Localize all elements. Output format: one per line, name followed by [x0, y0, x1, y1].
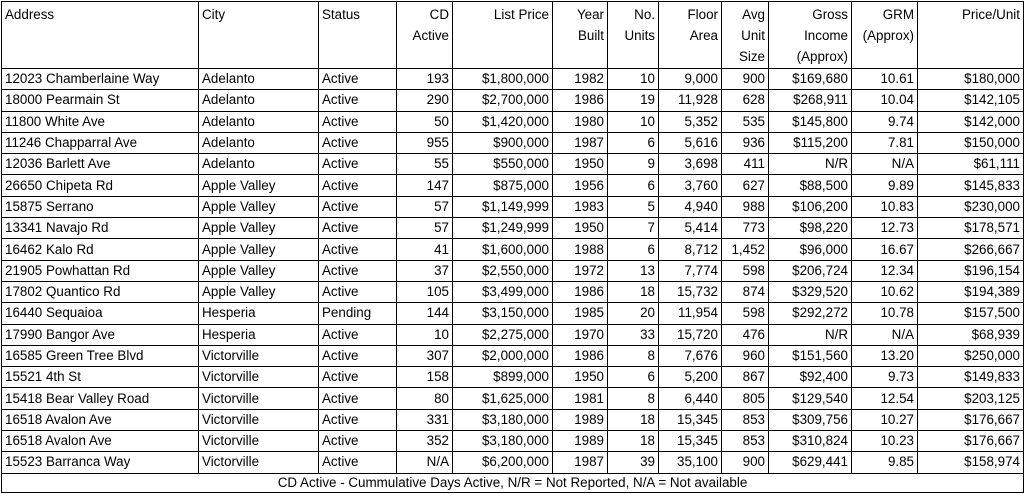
- cell-city: Hesperia: [199, 324, 319, 345]
- column-header-grm: GRM (Approx): [852, 2, 918, 69]
- cell-list-price: $1,625,000: [453, 388, 553, 409]
- cell-floor-area: 15,720: [659, 324, 722, 345]
- cell-avg-unit-size: 598: [722, 303, 769, 324]
- cell-avg-unit-size: 411: [722, 154, 769, 175]
- cell-avg-unit-size: 773: [722, 218, 769, 239]
- cell-floor-area: 5,414: [659, 218, 722, 239]
- cell-no-units: 18: [608, 431, 659, 452]
- cell-year-built: 1986: [553, 90, 608, 111]
- table-row: [2, 260, 1024, 281]
- cell-cd-active: 144: [397, 303, 453, 324]
- cell-cd-active: 57: [397, 218, 453, 239]
- cell-grm: 9.85: [852, 452, 918, 473]
- cell-no-units: 6: [608, 132, 659, 153]
- cell-price-unit: $157,500: [918, 303, 1024, 324]
- cell-price-unit: $158,974: [918, 452, 1024, 473]
- cell-cd-active: 50: [397, 111, 453, 132]
- cell-year-built: 1987: [553, 132, 608, 153]
- cell-price-unit: $203,125: [918, 388, 1024, 409]
- cell-gross-income: $169,680: [769, 69, 852, 90]
- cell-address: 15875 Serrano: [2, 196, 199, 217]
- column-header-city: City: [199, 2, 319, 69]
- cell-grm: N/A: [852, 154, 918, 175]
- cell-gross-income: $145,800: [769, 111, 852, 132]
- cell-price-unit: $176,667: [918, 409, 1024, 430]
- cell-floor-area: 5,200: [659, 367, 722, 388]
- table-row: [2, 132, 1024, 153]
- cell-list-price: $1,249,999: [453, 218, 553, 239]
- table-row: [2, 409, 1024, 430]
- cell-gross-income: N/R: [769, 324, 852, 345]
- cell-address: 15521 4th St: [2, 367, 199, 388]
- cell-price-unit: $196,154: [918, 260, 1024, 281]
- cell-price-unit: $250,000: [918, 345, 1024, 366]
- cell-address: 17990 Bangor Ave: [2, 324, 199, 345]
- cell-gross-income: $329,520: [769, 281, 852, 302]
- cell-city: Apple Valley: [199, 218, 319, 239]
- cell-grm: 12.54: [852, 388, 918, 409]
- cell-gross-income: $309,756: [769, 409, 852, 430]
- cell-status: Active: [319, 281, 397, 302]
- cell-floor-area: 4,940: [659, 196, 722, 217]
- cell-status: Active: [319, 367, 397, 388]
- cell-no-units: 8: [608, 388, 659, 409]
- cell-status: Active: [319, 69, 397, 90]
- cell-price-unit: $142,000: [918, 111, 1024, 132]
- cell-address: 26650 Chipeta Rd: [2, 175, 199, 196]
- cell-list-price: $900,000: [453, 132, 553, 153]
- cell-no-units: 8: [608, 345, 659, 366]
- cell-no-units: 18: [608, 281, 659, 302]
- cell-year-built: 1989: [553, 409, 608, 430]
- cell-gross-income: $268,911: [769, 90, 852, 111]
- cell-list-price: $1,600,000: [453, 239, 553, 260]
- cell-list-price: $3,180,000: [453, 431, 553, 452]
- cell-status: Pending: [319, 303, 397, 324]
- cell-cd-active: 290: [397, 90, 453, 111]
- cell-no-units: 10: [608, 69, 659, 90]
- cell-gross-income: $292,272: [769, 303, 852, 324]
- cell-year-built: 1972: [553, 260, 608, 281]
- cell-address: 16462 Kalo Rd: [2, 239, 199, 260]
- table-row: [2, 345, 1024, 366]
- cell-gross-income: $629,441: [769, 452, 852, 473]
- cell-price-unit: $176,667: [918, 431, 1024, 452]
- cell-city: Victorville: [199, 345, 319, 366]
- cell-year-built: 1950: [553, 154, 608, 175]
- cell-year-built: 1989: [553, 431, 608, 452]
- cell-no-units: 13: [608, 260, 659, 281]
- cell-no-units: 6: [608, 367, 659, 388]
- cell-list-price: $2,275,000: [453, 324, 553, 345]
- cell-avg-unit-size: 988: [722, 196, 769, 217]
- table-row: [2, 303, 1024, 324]
- column-header-year-built: Year Built: [553, 2, 608, 69]
- cell-avg-unit-size: 960: [722, 345, 769, 366]
- cell-status: Active: [319, 431, 397, 452]
- cell-address: 15418 Bear Valley Road: [2, 388, 199, 409]
- cell-list-price: $2,000,000: [453, 345, 553, 366]
- cell-gross-income: $98,220: [769, 218, 852, 239]
- cell-cd-active: 10: [397, 324, 453, 345]
- cell-avg-unit-size: 936: [722, 132, 769, 153]
- cell-year-built: 1986: [553, 345, 608, 366]
- cell-gross-income: $115,200: [769, 132, 852, 153]
- property-listings-table: [1, 1, 1024, 493]
- cell-price-unit: $266,667: [918, 239, 1024, 260]
- cell-no-units: 18: [608, 409, 659, 430]
- header-row: [2, 2, 1024, 69]
- cell-address: 16518 Avalon Ave: [2, 431, 199, 452]
- cell-city: Hesperia: [199, 303, 319, 324]
- cell-gross-income: $96,000: [769, 239, 852, 260]
- table-row: [2, 175, 1024, 196]
- cell-floor-area: 8,712: [659, 239, 722, 260]
- cell-cd-active: 147: [397, 175, 453, 196]
- cell-address: 18000 Pearmain St: [2, 90, 199, 111]
- cell-avg-unit-size: 900: [722, 452, 769, 473]
- cell-status: Active: [319, 218, 397, 239]
- cell-address: 16585 Green Tree Blvd: [2, 345, 199, 366]
- cell-address: 11800 White Ave: [2, 111, 199, 132]
- cell-year-built: 1970: [553, 324, 608, 345]
- cell-cd-active: 307: [397, 345, 453, 366]
- cell-no-units: 39: [608, 452, 659, 473]
- cell-avg-unit-size: 1,452: [722, 239, 769, 260]
- cell-cd-active: 352: [397, 431, 453, 452]
- cell-gross-income: N/R: [769, 154, 852, 175]
- cell-status: Active: [319, 345, 397, 366]
- cell-grm: 9.74: [852, 111, 918, 132]
- cell-floor-area: 3,698: [659, 154, 722, 175]
- cell-grm: 10.04: [852, 90, 918, 111]
- cell-year-built: 1987: [553, 452, 608, 473]
- cell-floor-area: 3,760: [659, 175, 722, 196]
- cell-list-price: $899,000: [453, 367, 553, 388]
- cell-floor-area: 5,616: [659, 132, 722, 153]
- column-header-no-units: No. Units: [608, 2, 659, 69]
- cell-floor-area: 7,676: [659, 345, 722, 366]
- cell-city: Victorville: [199, 367, 319, 388]
- cell-cd-active: 331: [397, 409, 453, 430]
- cell-cd-active: 57: [397, 196, 453, 217]
- cell-city: Adelanto: [199, 111, 319, 132]
- cell-avg-unit-size: 598: [722, 260, 769, 281]
- cell-grm: 10.27: [852, 409, 918, 430]
- column-header-avg-unit-size: Avg Unit Size: [722, 2, 769, 69]
- column-header-gross-income: Gross Income (Approx): [769, 2, 852, 69]
- cell-list-price: $3,150,000: [453, 303, 553, 324]
- cell-avg-unit-size: 535: [722, 111, 769, 132]
- table-body: [2, 69, 1024, 474]
- cell-city: Victorville: [199, 409, 319, 430]
- table-row: [2, 388, 1024, 409]
- cell-floor-area: 35,100: [659, 452, 722, 473]
- cell-avg-unit-size: 853: [722, 409, 769, 430]
- footnote: CD Active - Cummulative Days Active, N/R = Not Reported, N/A = Not available: [2, 473, 1024, 492]
- cell-avg-unit-size: 900: [722, 69, 769, 90]
- cell-status: Active: [319, 90, 397, 111]
- cell-grm: 9.73: [852, 367, 918, 388]
- cell-year-built: 1982: [553, 69, 608, 90]
- cell-list-price: $875,000: [453, 175, 553, 196]
- cell-year-built: 1950: [553, 367, 608, 388]
- cell-year-built: 1956: [553, 175, 608, 196]
- cell-city: Adelanto: [199, 90, 319, 111]
- cell-status: Active: [319, 175, 397, 196]
- table-row: [2, 239, 1024, 260]
- cell-cd-active: 55: [397, 154, 453, 175]
- cell-year-built: 1980: [553, 111, 608, 132]
- table-row: [2, 196, 1024, 217]
- cell-status: Active: [319, 132, 397, 153]
- table-row: [2, 154, 1024, 175]
- cell-grm: 12.73: [852, 218, 918, 239]
- cell-floor-area: 7,774: [659, 260, 722, 281]
- cell-city: Victorville: [199, 388, 319, 409]
- table-row: [2, 367, 1024, 388]
- cell-cd-active: N/A: [397, 452, 453, 473]
- cell-no-units: 19: [608, 90, 659, 111]
- cell-year-built: 1983: [553, 196, 608, 217]
- cell-no-units: 9: [608, 154, 659, 175]
- table-row: [2, 69, 1024, 90]
- cell-grm: 10.23: [852, 431, 918, 452]
- cell-price-unit: $68,939: [918, 324, 1024, 345]
- cell-cd-active: 158: [397, 367, 453, 388]
- cell-status: Active: [319, 196, 397, 217]
- cell-price-unit: $145,833: [918, 175, 1024, 196]
- cell-city: Apple Valley: [199, 260, 319, 281]
- cell-grm: 10.61: [852, 69, 918, 90]
- cell-city: Victorville: [199, 452, 319, 473]
- cell-grm: 16.67: [852, 239, 918, 260]
- cell-gross-income: $129,540: [769, 388, 852, 409]
- cell-grm: 13.20: [852, 345, 918, 366]
- cell-avg-unit-size: 867: [722, 367, 769, 388]
- cell-avg-unit-size: 628: [722, 90, 769, 111]
- cell-year-built: 1988: [553, 239, 608, 260]
- cell-price-unit: $230,000: [918, 196, 1024, 217]
- cell-address: 16518 Avalon Ave: [2, 409, 199, 430]
- cell-address: 11246 Chapparral Ave: [2, 132, 199, 153]
- cell-year-built: 1986: [553, 281, 608, 302]
- cell-gross-income: $92,400: [769, 367, 852, 388]
- cell-price-unit: $142,105: [918, 90, 1024, 111]
- cell-avg-unit-size: 627: [722, 175, 769, 196]
- table-row: [2, 431, 1024, 452]
- cell-floor-area: 5,352: [659, 111, 722, 132]
- cell-city: Apple Valley: [199, 196, 319, 217]
- cell-grm: N/A: [852, 324, 918, 345]
- column-header-cd-active: CD Active: [397, 2, 453, 69]
- cell-status: Active: [319, 324, 397, 345]
- cell-list-price: $3,499,000: [453, 281, 553, 302]
- cell-city: Adelanto: [199, 154, 319, 175]
- cell-avg-unit-size: 476: [722, 324, 769, 345]
- cell-list-price: $2,700,000: [453, 90, 553, 111]
- cell-city: Apple Valley: [199, 281, 319, 302]
- cell-list-price: $1,420,000: [453, 111, 553, 132]
- column-header-floor-area: Floor Area: [659, 2, 722, 69]
- cell-year-built: 1985: [553, 303, 608, 324]
- cell-gross-income: $106,200: [769, 196, 852, 217]
- cell-status: Active: [319, 409, 397, 430]
- cell-cd-active: 41: [397, 239, 453, 260]
- cell-price-unit: $194,389: [918, 281, 1024, 302]
- cell-city: Adelanto: [199, 69, 319, 90]
- table-row: [2, 452, 1024, 473]
- table-row: [2, 111, 1024, 132]
- cell-grm: 9.89: [852, 175, 918, 196]
- cell-floor-area: 15,345: [659, 409, 722, 430]
- table-row: [2, 90, 1024, 111]
- cell-address: 16440 Sequaioa: [2, 303, 199, 324]
- cell-year-built: 1981: [553, 388, 608, 409]
- cell-list-price: $1,800,000: [453, 69, 553, 90]
- table-row: [2, 281, 1024, 302]
- cell-list-price: $6,200,000: [453, 452, 553, 473]
- cell-cd-active: 37: [397, 260, 453, 281]
- cell-gross-income: $310,824: [769, 431, 852, 452]
- cell-list-price: $2,550,000: [453, 260, 553, 281]
- cell-status: Active: [319, 239, 397, 260]
- cell-cd-active: 955: [397, 132, 453, 153]
- cell-no-units: 5: [608, 196, 659, 217]
- cell-gross-income: $88,500: [769, 175, 852, 196]
- cell-list-price: $550,000: [453, 154, 553, 175]
- cell-price-unit: $180,000: [918, 69, 1024, 90]
- cell-status: Active: [319, 111, 397, 132]
- cell-address: 17802 Quantico Rd: [2, 281, 199, 302]
- cell-no-units: 6: [608, 239, 659, 260]
- cell-grm: 10.62: [852, 281, 918, 302]
- cell-status: Active: [319, 154, 397, 175]
- cell-gross-income: $151,560: [769, 345, 852, 366]
- cell-avg-unit-size: 874: [722, 281, 769, 302]
- cell-floor-area: 6,440: [659, 388, 722, 409]
- cell-address: 12023 Chamberlaine Way: [2, 69, 199, 90]
- cell-status: Active: [319, 388, 397, 409]
- table-row: [2, 324, 1024, 345]
- cell-avg-unit-size: 853: [722, 431, 769, 452]
- cell-no-units: 33: [608, 324, 659, 345]
- cell-status: Active: [319, 452, 397, 473]
- cell-price-unit: $178,571: [918, 218, 1024, 239]
- cell-list-price: $3,180,000: [453, 409, 553, 430]
- cell-city: Apple Valley: [199, 175, 319, 196]
- cell-grm: 12.34: [852, 260, 918, 281]
- cell-cd-active: 80: [397, 388, 453, 409]
- cell-grm: 10.78: [852, 303, 918, 324]
- cell-floor-area: 11,928: [659, 90, 722, 111]
- column-header-price-unit: Price/Unit: [918, 2, 1024, 69]
- cell-no-units: 6: [608, 175, 659, 196]
- cell-city: Apple Valley: [199, 239, 319, 260]
- column-header-list-price: List Price: [453, 2, 553, 69]
- cell-list-price: $1,149,999: [453, 196, 553, 217]
- cell-year-built: 1950: [553, 218, 608, 239]
- cell-no-units: 7: [608, 218, 659, 239]
- cell-cd-active: 193: [397, 69, 453, 90]
- table-row: [2, 218, 1024, 239]
- column-header-address: Address: [2, 2, 199, 69]
- cell-address: 21905 Powhattan Rd: [2, 260, 199, 281]
- cell-grm: 10.83: [852, 196, 918, 217]
- cell-floor-area: 15,732: [659, 281, 722, 302]
- cell-no-units: 20: [608, 303, 659, 324]
- cell-cd-active: 105: [397, 281, 453, 302]
- cell-address: 15523 Barranca Way: [2, 452, 199, 473]
- cell-price-unit: $61,111: [918, 154, 1024, 175]
- cell-price-unit: $149,833: [918, 367, 1024, 388]
- cell-city: Victorville: [199, 431, 319, 452]
- cell-gross-income: $206,724: [769, 260, 852, 281]
- cell-price-unit: $150,000: [918, 132, 1024, 153]
- cell-floor-area: 15,345: [659, 431, 722, 452]
- cell-address: 12036 Barlett Ave: [2, 154, 199, 175]
- cell-status: Active: [319, 260, 397, 281]
- cell-city: Adelanto: [199, 132, 319, 153]
- cell-floor-area: 9,000: [659, 69, 722, 90]
- cell-floor-area: 11,954: [659, 303, 722, 324]
- cell-address: 13341 Navajo Rd: [2, 218, 199, 239]
- cell-no-units: 10: [608, 111, 659, 132]
- column-header-status: Status: [319, 2, 397, 69]
- cell-grm: 7.81: [852, 132, 918, 153]
- cell-avg-unit-size: 805: [722, 388, 769, 409]
